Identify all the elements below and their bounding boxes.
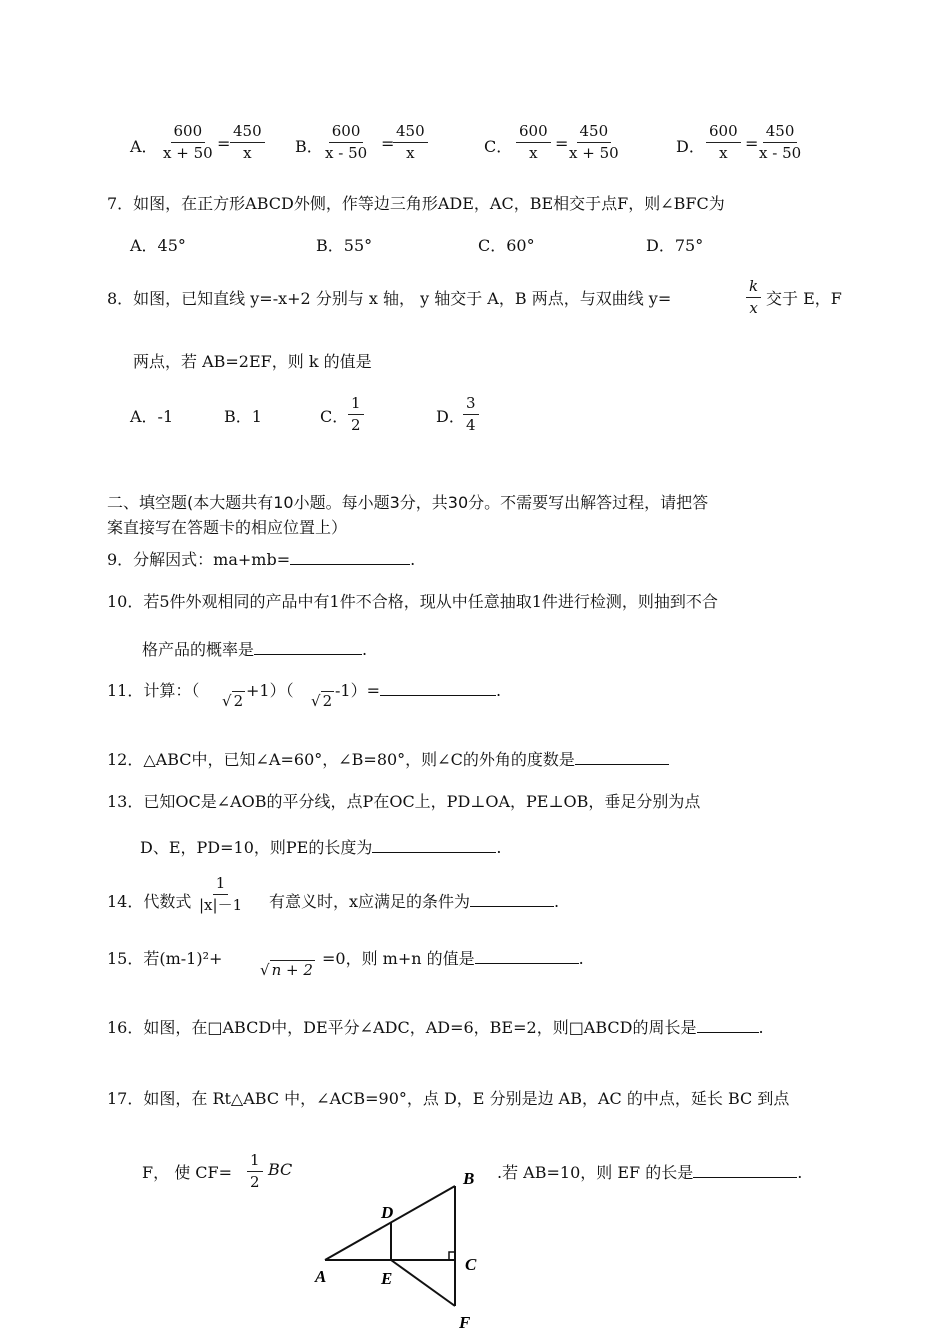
q11-sqrt-2: √ 2 (311, 692, 333, 710)
q15-end: . (578, 949, 584, 968)
numerator: 1 (247, 1153, 263, 1172)
q8-text-b: 交于 E，F (766, 289, 842, 308)
q17-line2c (497, 1160, 802, 1183)
q6-d-lhs-fraction (706, 124, 741, 161)
label-c: C (465, 1255, 477, 1274)
q17-line2b: BC (268, 1160, 293, 1179)
denominator: x (243, 144, 252, 162)
q8-hyperbola-fraction (746, 279, 761, 316)
q6-b-lhs-fraction (325, 124, 367, 161)
numerator: 600 (171, 124, 206, 143)
answer-blank (475, 949, 579, 964)
section2-heading-line2: 案直接写在答题卡的相应位置上） (107, 518, 348, 537)
denominator: x (749, 299, 758, 317)
q14-end: . (554, 892, 560, 911)
denominator: 4 (466, 416, 476, 434)
equals: = (555, 134, 569, 153)
denominator: 2 (250, 1173, 260, 1191)
answer-blank (372, 838, 496, 853)
radicand: 2 (322, 692, 333, 710)
equals: = (381, 134, 395, 153)
q13-line2 (140, 835, 501, 858)
radicand: n + 2 (271, 961, 313, 979)
q8-option-a: A．-1 (130, 407, 174, 426)
equals: = (745, 134, 759, 153)
q14-rest (269, 889, 559, 912)
q13-end: . (496, 838, 502, 857)
q16-text: 16．如图，在□ABCD中，DE平分∠ADC，AD=6，BE=2，则□ABCD的周长是 (107, 1018, 697, 1037)
q15-text: =0，则 m+n 的值是 (322, 949, 475, 968)
q15-label: 15．若(m-1)²+ (107, 949, 223, 968)
answer-blank (290, 550, 410, 565)
q6-d-rhs-fraction (759, 124, 801, 161)
numerator: 1 (213, 876, 229, 895)
numerator: k (746, 279, 761, 298)
numerator: 3 (463, 396, 479, 415)
q7-option-b: B．55° (316, 236, 373, 255)
label-e: E (381, 1269, 393, 1288)
label-f: F (459, 1313, 471, 1332)
q13-line1: 13．已知OC是∠AOB的平分线，点P在OC上，PD⊥OA，PE⊥OB，垂足分别为点 (107, 792, 701, 811)
q12 (107, 747, 669, 770)
q10-line1: 10．若5件外观相同的产品中有1件不合格，现从中任意抽取1件进行检测，则抽到不合 (107, 592, 718, 611)
denominator: |x|－1 (199, 896, 243, 914)
q7-option-d: D．75° (646, 236, 704, 255)
q10-line2 (142, 637, 367, 660)
label-a: A (315, 1267, 327, 1286)
q12-text: 12．△ABC中，已知∠A=60°，∠B=80°，则∠C的外角的度数是 (107, 750, 575, 769)
q6-c-label: C． (484, 137, 513, 156)
q10-text: 格产品的概率是 (142, 640, 255, 659)
q6-a-lhs-fraction (163, 124, 213, 161)
q11-sqrt-1: √ 2 (222, 692, 244, 710)
q9-text: 9．分解因式：ma+mb= (107, 550, 291, 569)
denominator: x + 50 (163, 144, 213, 162)
q15-rest (322, 946, 584, 969)
radicand: 2 (233, 692, 244, 710)
answer-blank (380, 681, 496, 696)
denominator: x - 50 (759, 144, 802, 162)
q15-sqrt: √ n + 2 (260, 961, 313, 979)
q6-a-label: A． (130, 137, 158, 156)
numerator: 450 (393, 124, 428, 143)
q17-line2a: F， 使 CF= (142, 1163, 233, 1182)
q6-b-label: B． (295, 137, 323, 156)
q11-part2-text: -1）= (335, 681, 380, 700)
answer-blank (697, 1018, 759, 1033)
q11-end: . (496, 681, 502, 700)
numerator: 1 (348, 396, 364, 415)
q7-text: 7．如图，在正方形ABCD外侧，作等边三角形ADE，AC，BE相交于点F，则∠BFC为 (107, 194, 725, 213)
q11-part1: +1）（ (246, 681, 294, 700)
numerator: 600 (706, 124, 741, 143)
numerator: 600 (516, 124, 551, 143)
q10-end: . (362, 640, 368, 659)
q11-part2 (335, 678, 501, 701)
q17-fraction (247, 1153, 263, 1190)
q8-option-d-label: D． (436, 407, 465, 426)
q8-option-c-fraction (348, 396, 364, 433)
q17-geometry-figure (305, 1160, 505, 1340)
q8-line2: 两点，若 AB=2EF，则 k 的值是 (133, 352, 372, 371)
q6-c-lhs-fraction (516, 124, 551, 161)
equals: = (217, 134, 231, 153)
q13-text: D、E，PD=10，则PE的长度为 (140, 838, 373, 857)
q7-option-a: A．45° (130, 236, 186, 255)
answer-blank (575, 750, 669, 765)
q11-label: 11．计算：（ (107, 681, 200, 700)
q17-end: . (797, 1163, 803, 1182)
label-d: D (381, 1203, 394, 1222)
denominator: x + 50 (569, 144, 619, 162)
answer-blank (470, 892, 554, 907)
denominator: x (719, 144, 728, 162)
answer-blank (693, 1163, 797, 1178)
q8-option-d-fraction (463, 396, 479, 433)
q6-c-rhs-fraction (569, 124, 619, 161)
q9 (107, 547, 415, 570)
answer-blank (254, 640, 362, 655)
q17-text: .若 AB=10，则 EF 的长是 (497, 1163, 694, 1182)
numerator: 600 (329, 124, 364, 143)
q16 (107, 1015, 764, 1038)
q6-a-rhs-fraction (230, 124, 265, 161)
numerator: 450 (577, 124, 612, 143)
q16-end: . (758, 1018, 764, 1037)
label-b: B (463, 1169, 475, 1188)
q9-end: . (410, 550, 416, 569)
denominator: 2 (351, 416, 361, 434)
q6-b-rhs-fraction (393, 124, 428, 161)
q14-text: 有意义时，x应满足的条件为 (269, 892, 471, 911)
q14-label: 14．代数式 (107, 892, 192, 911)
q8-option-c-label: C． (320, 407, 349, 426)
section2-heading-line1: 二、填空题(本大题共有10小题。每小题3分，共30分。不需要写出解答过程，请把答 (107, 493, 709, 512)
q8-text-a: 8．如图，已知直线 y=-x+2 分别与 x 轴， y 轴交于 A，B 两点，与双曲线 y= (107, 289, 672, 308)
numerator: 450 (230, 124, 265, 143)
numerator: 450 (763, 124, 798, 143)
denominator: x - 50 (325, 144, 368, 162)
denominator: x (406, 144, 415, 162)
segment-ef (391, 1260, 455, 1306)
q17-line1: 17．如图，在 Rt△ABC 中，∠ACB=90°，点 D，E 分别是边 AB，AC 的中点，延长 BC 到点 (107, 1089, 790, 1108)
q14-fraction (199, 876, 242, 913)
denominator: x (529, 144, 538, 162)
q8-option-b: B．1 (224, 407, 262, 426)
q6-d-label: D． (676, 137, 705, 156)
q7-option-c: C．60° (478, 236, 535, 255)
